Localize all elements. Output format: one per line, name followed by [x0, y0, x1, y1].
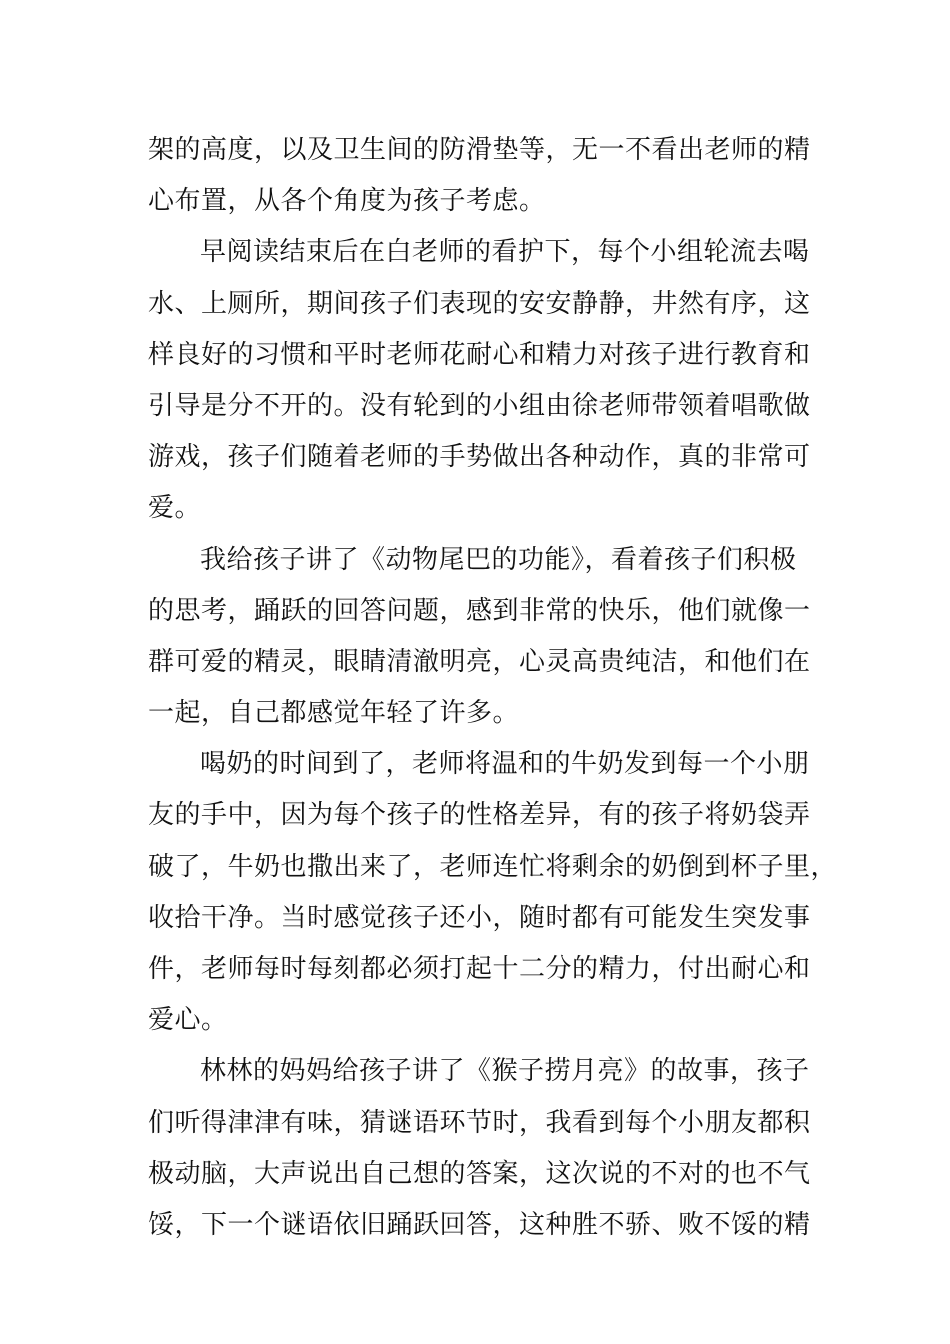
- text-line: 件，老师每时每刻都必须打起十二分的精力，付出耐心和: [148, 954, 811, 984]
- text-line: 我给孩子讲了《动物尾巴的功能》，看着孩子们积极: [200, 544, 797, 575]
- text-line: 爱心。: [148, 1005, 228, 1036]
- text-line: 林林的妈妈给孩子讲了《猴子捞月亮》的故事，孩子: [200, 1056, 810, 1087]
- text-line: 一起，自己都感觉年轻了许多。: [148, 698, 520, 729]
- text-line: 收拾干净。当时感觉孩子还小，随时都有可能发生突发事: [148, 902, 811, 933]
- body-text: [148, 125, 838, 1251]
- text-line: 友的手中，因为每个孩子的性格差异，有的孩子将奶袋弄: [148, 800, 811, 831]
- text-line: 架的高度，以及卫生间的防滑垫等，无一不看出老师的精: [148, 135, 811, 165]
- text-line: 喝奶的时间到了，老师将温和的牛奶发到每一个小朋: [200, 749, 810, 780]
- text-line: 样良好的习惯和平时老师花耐心和精力对孩子进行教育和: [148, 339, 811, 370]
- text-line: 游戏，孩子们随着老师的手势做出各种动作，真的非常可: [148, 442, 811, 473]
- text-line: 心布置，从各个角度为孩子考虑。: [148, 186, 546, 217]
- text-line: 水、上厕所，期间孩子们表现的安安静静，井然有序，这: [148, 288, 811, 319]
- text-line: 馁，下一个谜语依旧踊跃回答，这种胜不骄、败不馁的精: [148, 1209, 811, 1240]
- text-line: 爱。: [148, 493, 202, 524]
- text-line: 极动脑，大声说出自己想的答案，这次说的不对的也不气: [148, 1158, 811, 1189]
- text-line: 破了，牛奶也撒出来了，老师连忙将剩余的奶倒到杯子里，: [148, 851, 838, 882]
- text-line: 们听得津津有味，猜谜语环节时，我看到每个小朋友都积: [148, 1107, 811, 1138]
- text-line: 的思考，踊跃的回答问题，感到非常的快乐，他们就像一: [148, 595, 811, 626]
- text-line: 群可爱的精灵，眼睛清澈明亮，心灵高贵纯洁，和他们在: [148, 646, 811, 677]
- text-line: 引导是分不开的。没有轮到的小组由徐老师带领着唱歌做: [148, 390, 811, 421]
- text-line: 早阅读结束后在白老师的看护下，每个小组轮流去喝: [200, 237, 810, 268]
